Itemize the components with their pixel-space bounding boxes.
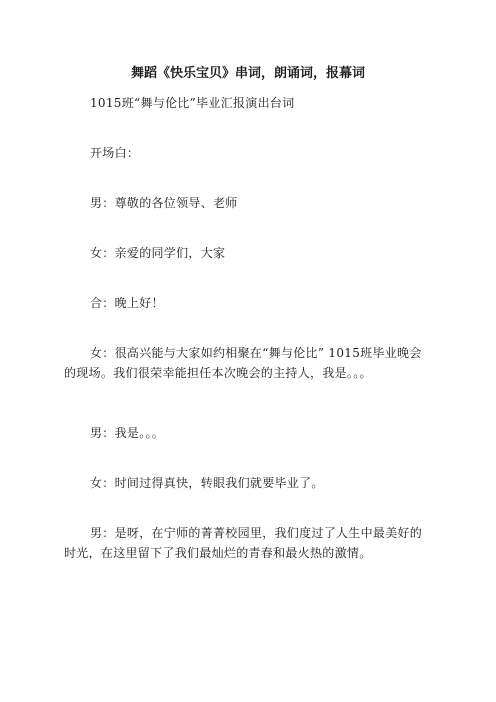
paragraph-female-line-1: 女：亲爱的同学们，大家 (90, 246, 226, 260)
paragraph-female-line-3: 女：时间过得真快，转眼我们就要毕业了。 (90, 476, 324, 490)
document-title: 舞蹈《快乐宝贝》串词，朗诵词，报幕词 (130, 66, 365, 81)
paragraph-female-line-2: 女：很高兴能与大家如约相聚在“舞与伦比” 1015班毕业晚会的现场。我们很荣幸能担任本次晚会的主持人，我是。。。 (64, 346, 422, 380)
paragraph-male-line-3: 男：是呀，在宁师的菁菁校园里，我们度过了人生中最美好的时光，在这里留下了我们最灿烂的青春和最火热的激情。 (64, 526, 423, 560)
document-subtitle: 1015班“舞与伦比”毕业汇报演出台词 (90, 96, 295, 110)
paragraph-male-line-1: 男：尊敬的各位领导、老师 (90, 196, 238, 210)
paragraph-opening: 开场白： (90, 146, 140, 160)
paragraph-male-line-2: 男：我是。。。 (90, 426, 165, 440)
paragraph-together-line: 合：晚上好！ (90, 296, 164, 310)
